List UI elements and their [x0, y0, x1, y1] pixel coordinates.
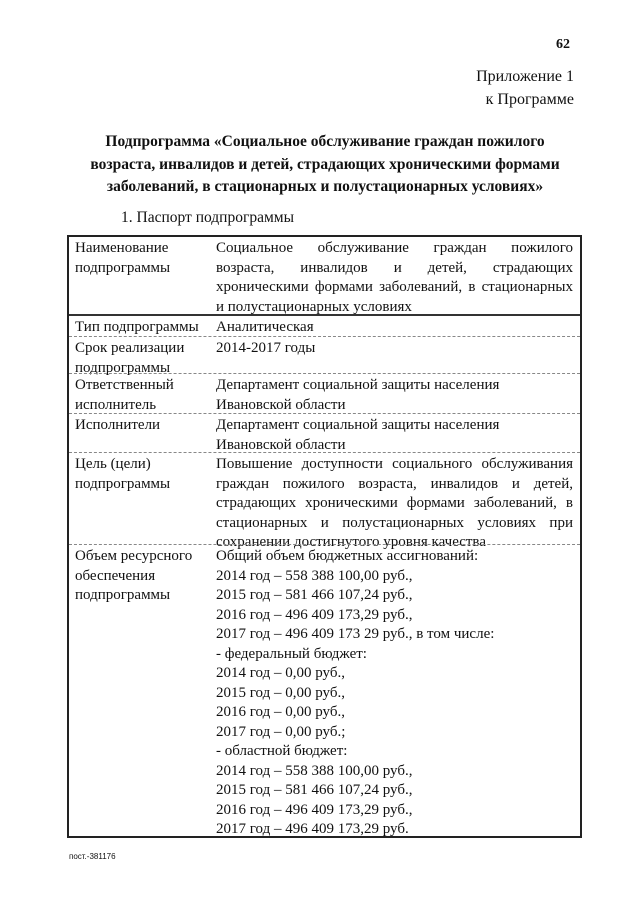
- label-line: Тип подпрограммы: [75, 319, 199, 335]
- value-line: возраста, инвалидов и детей, страдающих: [216, 259, 573, 276]
- value-line: страдающих хроническими формами заболеваний, в: [216, 495, 573, 511]
- value-line: 2015 год – 581 466 107,24 руб.,: [216, 587, 413, 603]
- row-value: [216, 339, 573, 359]
- row-label: [75, 376, 215, 415]
- footer-code: пост.-381176: [69, 852, 116, 861]
- value-line: Повышение доступности социального обслуживания: [216, 456, 573, 472]
- label-line: Исполнители: [75, 417, 161, 433]
- row-label: [75, 318, 215, 338]
- title-line: заболеваний, в стационарных и полустационарных условиях»: [106, 178, 544, 195]
- section-heading: 1. Паспорт подпрограммы: [121, 209, 294, 226]
- table-row-type: [69, 314, 580, 338]
- value-line: сохранении достигнутого уровня качества: [216, 534, 486, 550]
- row-value: [216, 376, 573, 415]
- page-number: 62: [556, 37, 570, 52]
- label-line: подпрограммы: [75, 359, 171, 376]
- row-value: [216, 318, 573, 338]
- value-line: Департамент социальной защиты населения: [216, 417, 500, 433]
- row-label: [75, 547, 215, 606]
- value-line: 2014-2017 годы: [216, 340, 316, 356]
- table-row-executors: [69, 413, 580, 453]
- value-line: 2014 год – 558 388 100,00 руб.,: [216, 567, 413, 584]
- label-line: обеспечения: [75, 567, 156, 584]
- appendix-line-2: к Программе: [485, 91, 574, 108]
- value-line: Общий объем бюджетных ассигнований:: [216, 548, 479, 564]
- label-line: Срок реализации: [75, 340, 185, 356]
- table-row-goal: [69, 452, 580, 550]
- table-row-term: [69, 336, 580, 374]
- value-line: Департамент социальной защиты населения: [216, 377, 500, 393]
- label-line: подпрограммы: [75, 259, 171, 276]
- value-line: Социальное обслуживание граждан пожилого: [216, 240, 573, 256]
- value-line: 2016 год – 496 409 173,29 руб.,: [216, 801, 413, 818]
- row-value: [216, 239, 573, 317]
- row-value: [216, 547, 573, 840]
- value-line: и полустационарных условиях: [216, 298, 412, 315]
- value-line: 2015 год – 0,00 руб.,: [216, 684, 345, 701]
- value-line: Ивановской области: [216, 396, 346, 413]
- value-line: Ивановской области: [216, 436, 346, 453]
- title-line: возраста, инвалидов и детей, страдающих хроническими формами: [90, 155, 560, 173]
- value-line: 2016 год – 496 409 173,29 руб.,: [216, 606, 413, 623]
- label-line: подпрограммы: [75, 587, 171, 603]
- table-row-name: [69, 237, 580, 314]
- passport-table: [67, 235, 582, 838]
- value-line: хроническими формами заболеваний, в стационарных: [216, 279, 573, 295]
- value-line: 2015 год – 581 466 107,24 руб.,: [216, 782, 413, 798]
- value-line: 2017 год – 496 409 173 29 руб., в том числе:: [216, 626, 495, 642]
- subprogram-title: [60, 131, 590, 199]
- value-line: - федеральный бюджет:: [216, 645, 367, 662]
- label-line: Наименование: [75, 240, 169, 256]
- appendix-line-1: Приложение 1: [476, 68, 574, 85]
- row-value: [216, 416, 573, 455]
- value-line: 2014 год – 558 388 100,00 руб.,: [216, 762, 413, 779]
- row-label: [75, 455, 215, 494]
- title-line: Подпрограмма «Социальное обслуживание граждан пожилого: [105, 133, 545, 150]
- label-line: Объем ресурсного: [75, 548, 193, 564]
- value-line: 2014 год – 0,00 руб.,: [216, 665, 345, 681]
- value-line: стационарных и полустационарных условиях при: [216, 514, 573, 531]
- table-row-responsible: [69, 373, 580, 414]
- value-line: 2017 год – 0,00 руб.;: [216, 723, 346, 740]
- value-line: Аналитическая: [216, 319, 314, 335]
- label-line: Ответственный: [75, 377, 174, 393]
- value-line: граждан пожилого возраста, инвалидов и детей,: [216, 475, 573, 492]
- label-line: Цель (цели): [75, 456, 151, 472]
- row-value: [216, 455, 573, 553]
- row-label: [75, 239, 215, 278]
- value-line: - областной бюджет:: [216, 743, 348, 759]
- label-line: исполнитель: [75, 396, 157, 413]
- value-line: 2017 год – 496 409 173,29 руб.: [216, 821, 409, 837]
- value-line: 2016 год – 0,00 руб.,: [216, 704, 345, 720]
- row-label: [75, 416, 215, 436]
- table-row-resources: [69, 544, 580, 839]
- label-line: подпрограммы: [75, 475, 171, 492]
